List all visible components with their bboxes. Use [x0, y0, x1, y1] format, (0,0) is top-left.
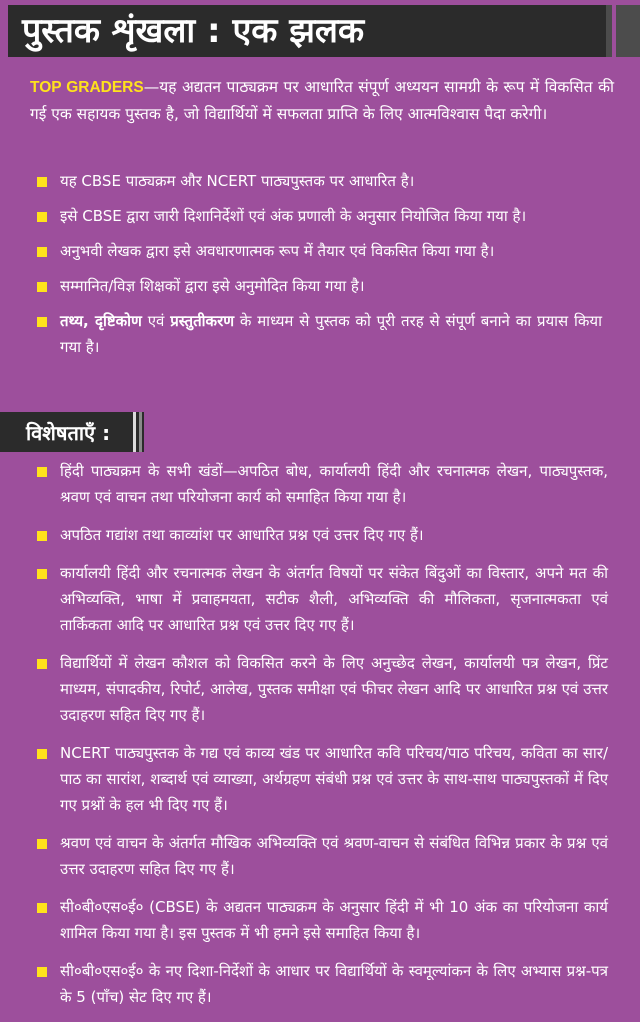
list-item: NCERT पाठ्यपुस्तक के गद्य एवं काव्य खंड पर आधारित कवि परिचय/पाठ परिचय, कविता का सार/पाठ का सारांश, शब्दार्थ एवं व्याख्या, अर्थग्रहण संबंधी प्रश्न एवं उत्तर के साथ-साथ पाठ्यपुस्तकों में दिए गए प्रश्नों के हल भी दिए गए हैं। — [34, 740, 608, 818]
features-heading-bar — [0, 412, 130, 452]
features-list — [34, 458, 608, 1022]
bullet-square-icon — [37, 317, 47, 327]
bullet-square-icon — [37, 967, 47, 977]
bullet-square-icon — [37, 247, 47, 257]
list-item: सम्मानित/विज्ञ शिक्षकों द्वारा इसे अनुमोदित किया गया है। — [34, 273, 602, 299]
list-item: सी०बी०एस०ई० के नए दिशा-निर्देशों के आधार पर विद्यार्थियों के स्वमूल्यांकन के लिए अभ्यास प्रश्न-पत्र के 5 (पाँच) सेट दिए गए हैं। — [34, 958, 608, 1010]
list-item: विद्यार्थियों में लेखन कौशल को विकसित करने के लिए अनुच्छेद लेखन, कार्यालयी पत्र लेखन, प्रिंट माध्यम, संपादकीय, रिपोर्ट, आलेख, पुस्तक समीक्षा एवं फीचर लेखन आदि पर आधारित प्रश्न एवं उत्तर उदाहरण सहित दिए गए हैं। — [34, 650, 608, 728]
overview-list — [34, 168, 602, 369]
title-bar — [8, 5, 606, 57]
list-item: श्रवण एवं वाचन के अंतर्गत मौखिक अभिव्यक्ति एवं श्रवण-वाचन से संबंधित विभिन्न प्रकार के प्रश्न एवं उत्तर उदाहरण सहित दिए गए हैं। — [34, 830, 608, 882]
bullet-square-icon — [37, 903, 47, 913]
features-heading: विशेषताएँ : — [26, 420, 111, 445]
list-item: अपठित गद्यांश तथा काव्यांश पर आधारित प्रश्न एवं उत्तर दिए गए हैं। — [34, 522, 608, 548]
list-item: तथ्य, दृष्टिकोण एवं प्रस्तुतीकरण के माध्यम से पुस्तक को पूरी तरह से संपूर्ण बनाने का प्रयास किया गया है। — [34, 308, 602, 360]
bullet-square-icon — [37, 282, 47, 292]
intro-text: —यह अद्यतन पाठ्यक्रम पर आधारित संपूर्ण अध्ययन सामग्री के रूप में विकसित की गई एक सहायक पुस्तक है, जो विद्यार्थियों में सफलता प्राप्ति के लिए आत्मविश्वास पैदा करेगी। — [30, 78, 614, 123]
list-item: इसे CBSE द्वारा जारी दिशानिर्देशों एवं अंक प्रणाली के अनुसार नियोजित किया गया है। — [34, 203, 602, 229]
bold-phrase: प्रस्तुतीकरण — [170, 312, 235, 330]
page-title: पुस्तक शृंखला : एक झलक — [22, 11, 365, 51]
brand-name: TOP GRADERS — [30, 79, 144, 96]
bullet-square-icon — [37, 467, 47, 477]
bullet-square-icon — [37, 531, 47, 541]
title-bar-edge — [606, 5, 640, 57]
list-item: कार्यालयी हिंदी और रचनात्मक लेखन के अंतर्गत विषयों पर संकेत बिंदुओं का विस्तार, अपने मत की अभिव्यक्ति, भाषा में प्रवाहमयता, सटीक शैली, अभिव्यक्ति की मौलिकता, सृजनात्मकता एवं तार्किकता आदि पर आधारित प्रश्न एवं उत्तर दिए गए हैं। — [34, 560, 608, 638]
list-item: हिंदी पाठ्यक्रम के सभी खंडों—अपठित बोध, कार्यालयी हिंदी और रचनात्मक लेखन, पाठ्यपुस्तक, श्रवण एवं वाचन तथा परियोजना कार्य को समाहित किया गया है। — [34, 458, 608, 510]
bullet-square-icon — [37, 569, 47, 579]
bullet-square-icon — [37, 177, 47, 187]
list-item: यह CBSE पाठ्यक्रम और NCERT पाठ्यपुस्तक पर आधारित है। — [34, 168, 602, 194]
list-item: सी०बी०एस०ई० (CBSE) के अद्यतन पाठ्यक्रम के अनुसार हिंदी में भी 10 अंक का परियोजना कार्य शामिल किया गया है। इस पुस्तक में भी हमने इसे समाहित किया है। — [34, 894, 608, 946]
intro-paragraph — [30, 74, 614, 128]
features-heading-edge — [130, 412, 144, 452]
bold-phrase: तथ्य, दृष्टिकोण — [60, 312, 142, 330]
bullet-square-icon — [37, 659, 47, 669]
bullet-square-icon — [37, 749, 47, 759]
bullet-square-icon — [37, 212, 47, 222]
list-item: अनुभवी लेखक द्वारा इसे अवधारणात्मक रूप में तैयार एवं विकसित किया गया है। — [34, 238, 602, 264]
bullet-square-icon — [37, 839, 47, 849]
